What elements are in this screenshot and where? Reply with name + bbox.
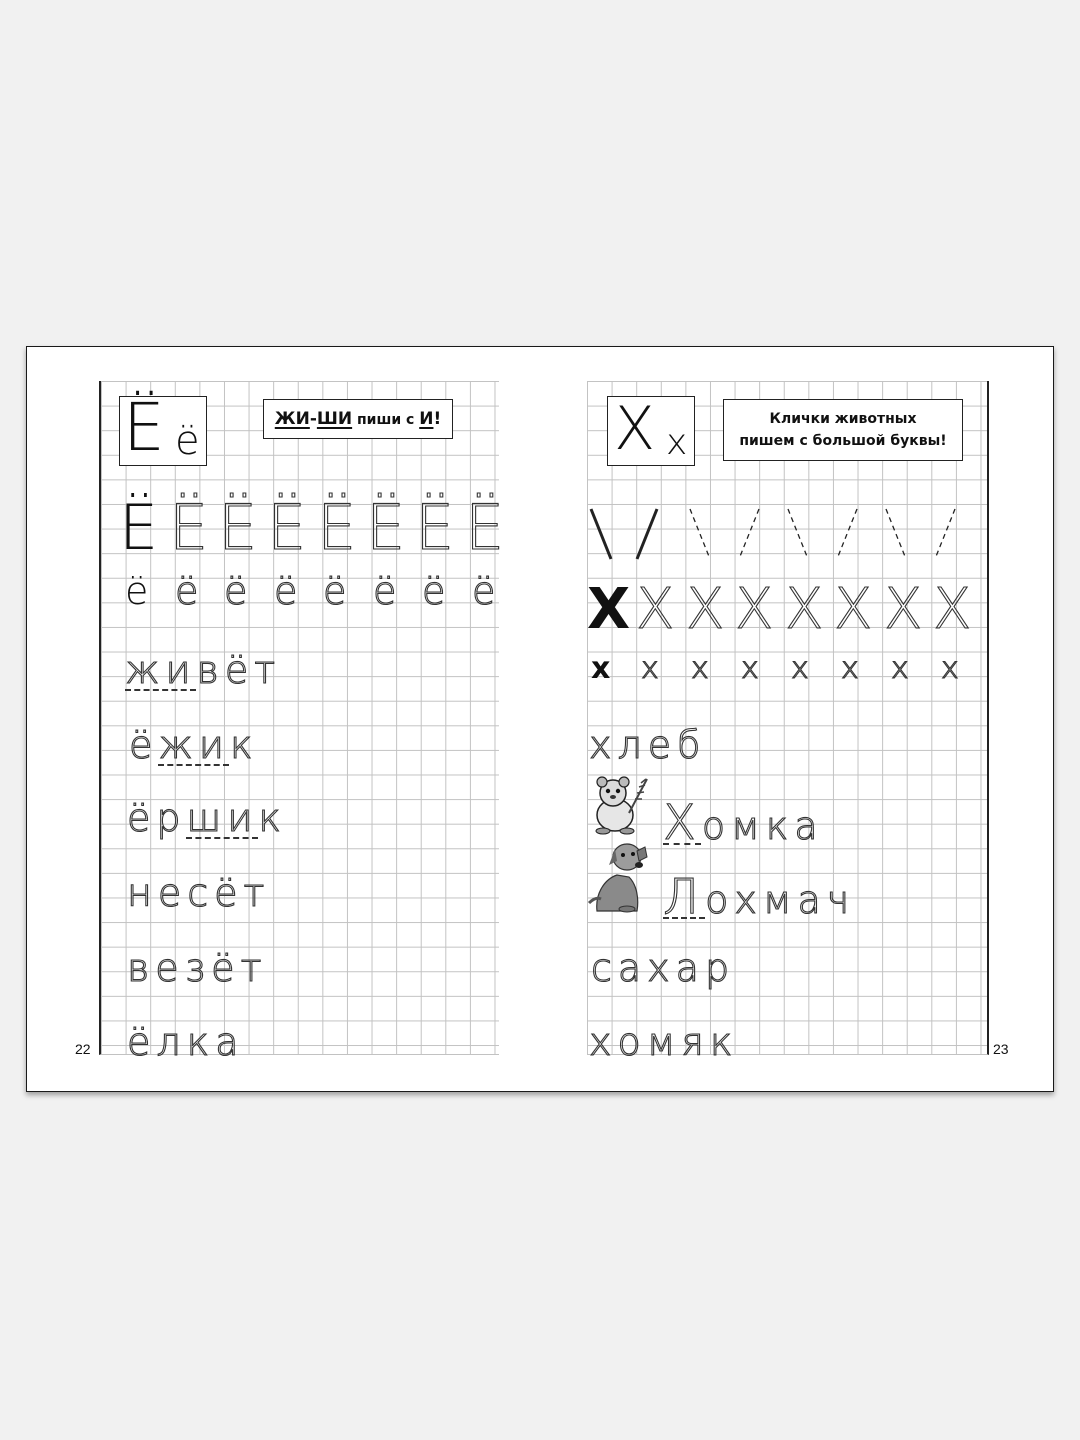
right-page-grid <box>587 381 989 1064</box>
letter-lower: х <box>666 422 688 463</box>
letter-upper: Х <box>614 394 656 464</box>
left-page-grid <box>99 381 505 1064</box>
trace-stroke <box>935 509 955 559</box>
stroke-practice-row <box>587 505 987 565</box>
trace-lower-yo: ё <box>224 569 248 613</box>
word-sakhar: сахар <box>591 946 736 990</box>
trace-lower-yo: ё <box>373 569 397 613</box>
word-lokhmach <box>663 869 856 925</box>
trace-upper-kha: Х <box>636 577 675 642</box>
word-khomyak: хомяк <box>589 1020 739 1064</box>
trace-upper-yo: Ё <box>415 491 455 564</box>
word-rest: вёт <box>196 648 282 692</box>
trace-upper-yo: Ё <box>169 491 209 564</box>
trace-upper-kha: Х <box>686 577 725 642</box>
rule-dash: - <box>309 409 317 429</box>
letter-box-kha <box>607 396 695 466</box>
letter-box-yo <box>119 389 207 466</box>
trace-lower-kha: х <box>741 651 759 686</box>
trace-lower-yo: ё <box>323 569 347 613</box>
lower-kha-row <box>587 651 987 687</box>
trace-stroke <box>837 509 857 559</box>
rule-middle: пиши с <box>352 412 420 428</box>
trace-lower-yo: ё <box>175 569 199 613</box>
trace-lower-yo: ё <box>472 569 496 613</box>
lower-yo-row <box>101 571 499 611</box>
sample-stroke-slash <box>637 509 657 559</box>
upper-kha-row <box>587 579 987 641</box>
hamster-icon <box>589 773 651 835</box>
letter-upper: Ё <box>123 389 165 466</box>
trace-upper-kha: Х <box>785 577 824 642</box>
trace-upper-kha: Х <box>735 577 774 642</box>
trace-upper-kha: Х <box>933 577 972 642</box>
rule-i: И <box>419 409 434 429</box>
capital-letter: Х <box>663 795 702 851</box>
trace-stroke <box>739 509 759 559</box>
trace-lower-yo: ё <box>274 569 298 613</box>
trace-lower-kha: х <box>841 651 859 686</box>
word-nesyot: несёт <box>127 871 271 915</box>
sample-lower-kha: х <box>591 651 611 686</box>
rule-line-2: пишем с большой буквы! <box>739 433 947 449</box>
word-rest: к <box>258 796 287 840</box>
trace-lower-kha: х <box>641 651 659 686</box>
word-start: ёр <box>127 796 187 840</box>
trace-stroke <box>690 509 710 559</box>
word-zhivyot <box>125 648 282 692</box>
page-number-left: 22 <box>75 1041 91 1057</box>
word-underlined-part: ши <box>186 796 259 840</box>
trace-upper-yo: Ё <box>218 491 258 564</box>
word-rest: охмач <box>705 878 856 922</box>
sample-stroke-backslash <box>591 509 611 559</box>
trace-lower-kha: х <box>791 651 809 686</box>
word-yozhik <box>129 723 259 767</box>
word-khomka <box>663 795 824 851</box>
dog-icon <box>587 833 653 913</box>
rule-line-1: Клички животных <box>769 411 917 427</box>
word-underlined-part: жи <box>158 723 230 767</box>
trace-stroke <box>886 509 906 559</box>
sample-lower-yo: ё <box>125 569 149 613</box>
trace-upper-yo: Ё <box>465 491 505 564</box>
word-underlined-part: жи <box>125 648 197 692</box>
word-vezyot: везёт <box>127 946 268 990</box>
trace-lower-yo: ё <box>422 569 446 613</box>
word-yolka: ёлка <box>127 1020 245 1064</box>
trace-upper-yo: Ё <box>366 491 406 564</box>
letter-lower: ё <box>175 418 200 464</box>
capital-letter: Л <box>663 869 706 925</box>
sample-upper-kha: Х <box>587 577 631 642</box>
word-rest: омка <box>701 804 824 848</box>
upper-yo-row <box>101 491 505 564</box>
word-yorshik <box>127 796 287 840</box>
trace-lower-kha: х <box>941 651 959 686</box>
rule-zhi: ЖИ <box>274 409 310 429</box>
sample-upper-yo: Ё <box>119 491 159 564</box>
rule-box-pet-names <box>723 399 963 461</box>
rule-shi: ШИ <box>316 409 353 429</box>
page-number-right: 23 <box>993 1041 1009 1057</box>
trace-upper-yo: Ё <box>267 491 307 564</box>
book-spread <box>26 346 1054 1092</box>
rule-excl: ! <box>433 409 442 429</box>
trace-upper-kha: Х <box>884 577 923 642</box>
trace-upper-kha: Х <box>834 577 873 642</box>
trace-stroke <box>788 509 808 559</box>
word-rest: к <box>229 723 259 767</box>
word-khleb: хлеб <box>589 723 707 767</box>
trace-lower-kha: х <box>891 651 909 686</box>
rule-box-zhi-shi <box>263 399 453 439</box>
trace-lower-kha: х <box>691 651 709 686</box>
rule-text <box>275 409 441 429</box>
trace-upper-yo: Ё <box>317 491 357 564</box>
word-start: ё <box>129 723 159 767</box>
